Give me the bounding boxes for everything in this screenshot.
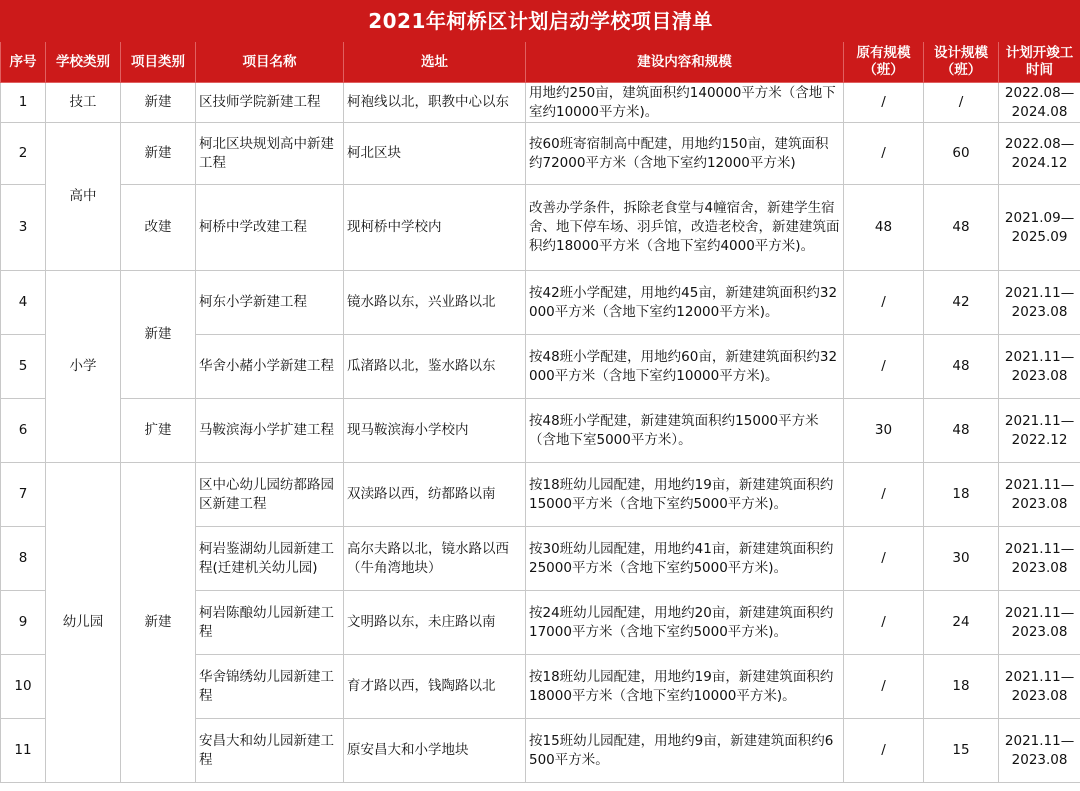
design-scale-cell: 48 bbox=[924, 185, 999, 271]
start-date: 2021.11— bbox=[1004, 668, 1075, 685]
schedule-cell bbox=[999, 271, 1080, 335]
row-index: 5 bbox=[1, 335, 46, 399]
start-date: 2021.11— bbox=[1004, 412, 1075, 429]
project-name-cell: 华舍锦绣幼儿园新建工程 bbox=[196, 655, 344, 719]
row-index: 11 bbox=[1, 719, 46, 783]
design-scale-cell: 48 bbox=[924, 335, 999, 399]
end-date: 2024.12 bbox=[1011, 154, 1068, 171]
project-type-cell: 新建 bbox=[121, 83, 196, 123]
start-date: 2021.11— bbox=[1004, 284, 1075, 301]
header-schedule: 计划开竣工时间 bbox=[999, 42, 1080, 83]
project-name-cell: 柯北区块规划高中新建工程 bbox=[196, 123, 344, 185]
original-scale-cell: 48 bbox=[844, 185, 924, 271]
site-cell: 柯袍线以北，职教中心以东 bbox=[344, 83, 526, 123]
schedule-cell bbox=[999, 335, 1080, 399]
schedule-cell bbox=[999, 655, 1080, 719]
project-name-cell: 柯桥中学改建工程 bbox=[196, 185, 344, 271]
header-project-type: 项目类别 bbox=[121, 42, 196, 83]
schedule-cell bbox=[999, 83, 1080, 123]
site-cell: 高尔夫路以北，镜水路以西（牛角湾地块） bbox=[344, 527, 526, 591]
table-row bbox=[1, 123, 1080, 185]
schedule-cell bbox=[999, 719, 1080, 783]
schedule-cell bbox=[999, 527, 1080, 591]
table-row bbox=[1, 463, 1080, 527]
school-type-cell: 技工 bbox=[46, 83, 121, 123]
end-date: 2022.12 bbox=[1011, 431, 1068, 448]
design-scale-cell: / bbox=[924, 83, 999, 123]
original-scale-cell: / bbox=[844, 83, 924, 123]
design-scale-cell: 42 bbox=[924, 271, 999, 335]
start-date: 2021.11— bbox=[1004, 348, 1075, 365]
design-scale-cell: 30 bbox=[924, 527, 999, 591]
end-date: 2025.09 bbox=[1011, 228, 1068, 245]
original-scale-cell: / bbox=[844, 591, 924, 655]
header-name: 项目名称 bbox=[196, 42, 344, 83]
content-cell: 按18班幼儿园配建，用地约19亩，新建建筑面积约18000平方米（含地下室约10000平方米)。 bbox=[526, 655, 844, 719]
content-cell: 按42班小学配建，用地约45亩，新建建筑面积约32000平方米（含地下室约12000平方米)。 bbox=[526, 271, 844, 335]
site-cell: 现柯桥中学校内 bbox=[344, 185, 526, 271]
table-row bbox=[1, 271, 1080, 335]
row-index: 2 bbox=[1, 123, 46, 185]
header-content: 建设内容和规模 bbox=[526, 42, 844, 83]
end-date: 2023.08 bbox=[1011, 623, 1068, 640]
content-cell: 按18班幼儿园配建，用地约19亩，新建建筑面积约15000平方米（含地下室约5000平方米)。 bbox=[526, 463, 844, 527]
end-date: 2023.08 bbox=[1011, 751, 1068, 768]
content-cell: 按48班小学配建，新建建筑面积约15000平方米（含地下室5000平方米）。 bbox=[526, 399, 844, 463]
row-index: 10 bbox=[1, 655, 46, 719]
header-original-scale: 原有规模（班） bbox=[844, 42, 924, 83]
design-scale-cell: 18 bbox=[924, 655, 999, 719]
schedule-cell bbox=[999, 185, 1080, 271]
row-index: 1 bbox=[1, 83, 46, 123]
site-cell: 原安昌大和小学地块 bbox=[344, 719, 526, 783]
content-cell: 用地约250亩，建筑面积约140000平方米（含地下室约10000平方米)。 bbox=[526, 83, 844, 123]
project-name-cell: 柯东小学新建工程 bbox=[196, 271, 344, 335]
original-scale-cell: 30 bbox=[844, 399, 924, 463]
site-cell: 育才路以西，钱陶路以北 bbox=[344, 655, 526, 719]
end-date: 2024.08 bbox=[1011, 103, 1068, 120]
start-date: 2021.09— bbox=[1004, 209, 1075, 226]
start-date: 2021.11— bbox=[1004, 540, 1075, 557]
project-name-cell: 安昌大和幼儿园新建工程 bbox=[196, 719, 344, 783]
schedule-cell bbox=[999, 463, 1080, 527]
content-cell: 改善办学条件，拆除老食堂与4幢宿舍，新建学生宿舍、地下停车场、羽乒馆，改造老校舍，新建建筑面积约18000平方米（含地下室约4000平方米)。 bbox=[526, 185, 844, 271]
project-type-cell: 新建 bbox=[121, 123, 196, 185]
start-date: 2022.08— bbox=[1004, 135, 1075, 152]
row-index: 9 bbox=[1, 591, 46, 655]
design-scale-cell: 15 bbox=[924, 719, 999, 783]
schedule-cell bbox=[999, 399, 1080, 463]
start-date: 2021.11— bbox=[1004, 476, 1075, 493]
content-cell: 按15班幼儿园配建，用地约9亩，新建建筑面积约6500平方米。 bbox=[526, 719, 844, 783]
page-title: 2021年柯桥区计划启动学校项目清单 bbox=[1, 1, 1080, 42]
original-scale-cell: / bbox=[844, 719, 924, 783]
site-cell: 文明路以东，未庄路以南 bbox=[344, 591, 526, 655]
site-cell: 双渎路以西，纺都路以南 bbox=[344, 463, 526, 527]
end-date: 2023.08 bbox=[1011, 303, 1068, 320]
design-scale-cell: 48 bbox=[924, 399, 999, 463]
content-cell: 按24班幼儿园配建，用地约20亩，新建建筑面积约17000平方米（含地下室约5000平方米)。 bbox=[526, 591, 844, 655]
original-scale-cell: / bbox=[844, 123, 924, 185]
header-row bbox=[1, 42, 1080, 83]
design-scale-cell: 18 bbox=[924, 463, 999, 527]
original-scale-cell: / bbox=[844, 271, 924, 335]
schedule-cell bbox=[999, 123, 1080, 185]
header-design-scale: 设计规模（班） bbox=[924, 42, 999, 83]
table-row bbox=[1, 399, 1080, 463]
project-type-cell: 新建 bbox=[121, 463, 196, 783]
project-name-cell: 区中心幼儿园纺都路园区新建工程 bbox=[196, 463, 344, 527]
original-scale-cell: / bbox=[844, 655, 924, 719]
content-cell: 按30班幼儿园配建，用地约41亩，新建建筑面积约25000平方米（含地下室约5000平方米)。 bbox=[526, 527, 844, 591]
schedule-cell bbox=[999, 591, 1080, 655]
design-scale-cell: 60 bbox=[924, 123, 999, 185]
project-name-cell: 柯岩陈酿幼儿园新建工程 bbox=[196, 591, 344, 655]
end-date: 2023.08 bbox=[1011, 559, 1068, 576]
project-type-cell: 新建 bbox=[121, 271, 196, 399]
row-index: 3 bbox=[1, 185, 46, 271]
project-name-cell: 柯岩鉴湖幼儿园新建工程(迁建机关幼儿园) bbox=[196, 527, 344, 591]
row-index: 8 bbox=[1, 527, 46, 591]
header-school-type: 学校类别 bbox=[46, 42, 121, 83]
table-row bbox=[1, 83, 1080, 123]
original-scale-cell: / bbox=[844, 335, 924, 399]
school-type-cell: 幼儿园 bbox=[46, 463, 121, 783]
site-cell: 镜水路以东，兴业路以北 bbox=[344, 271, 526, 335]
project-name-cell: 马鞍滨海小学扩建工程 bbox=[196, 399, 344, 463]
end-date: 2023.08 bbox=[1011, 495, 1068, 512]
site-cell: 柯北区块 bbox=[344, 123, 526, 185]
row-index: 6 bbox=[1, 399, 46, 463]
row-index: 7 bbox=[1, 463, 46, 527]
original-scale-cell: / bbox=[844, 463, 924, 527]
project-type-cell: 改建 bbox=[121, 185, 196, 271]
site-cell: 瓜渚路以北，鉴水路以东 bbox=[344, 335, 526, 399]
content-cell: 按60班寄宿制高中配建，用地约150亩，建筑面积约72000平方米（含地下室约12000平方米) bbox=[526, 123, 844, 185]
start-date: 2021.11— bbox=[1004, 604, 1075, 621]
table-row bbox=[1, 185, 1080, 271]
school-type-cell: 小学 bbox=[46, 271, 121, 463]
row-index: 4 bbox=[1, 271, 46, 335]
site-cell: 现马鞍滨海小学校内 bbox=[344, 399, 526, 463]
original-scale-cell: / bbox=[844, 527, 924, 591]
header-index: 序号 bbox=[1, 42, 46, 83]
school-type-cell: 高中 bbox=[46, 123, 121, 271]
start-date: 2021.11— bbox=[1004, 732, 1075, 749]
content-cell: 按48班小学配建，用地约60亩，新建建筑面积约32000平方米（含地下室约10000平方米)。 bbox=[526, 335, 844, 399]
project-name-cell: 区技师学院新建工程 bbox=[196, 83, 344, 123]
end-date: 2023.08 bbox=[1011, 687, 1068, 704]
end-date: 2023.08 bbox=[1011, 367, 1068, 384]
start-date: 2022.08— bbox=[1004, 84, 1075, 101]
project-type-cell: 扩建 bbox=[121, 399, 196, 463]
header-site: 选址 bbox=[344, 42, 526, 83]
design-scale-cell: 24 bbox=[924, 591, 999, 655]
project-name-cell: 华舍小赭小学新建工程 bbox=[196, 335, 344, 399]
